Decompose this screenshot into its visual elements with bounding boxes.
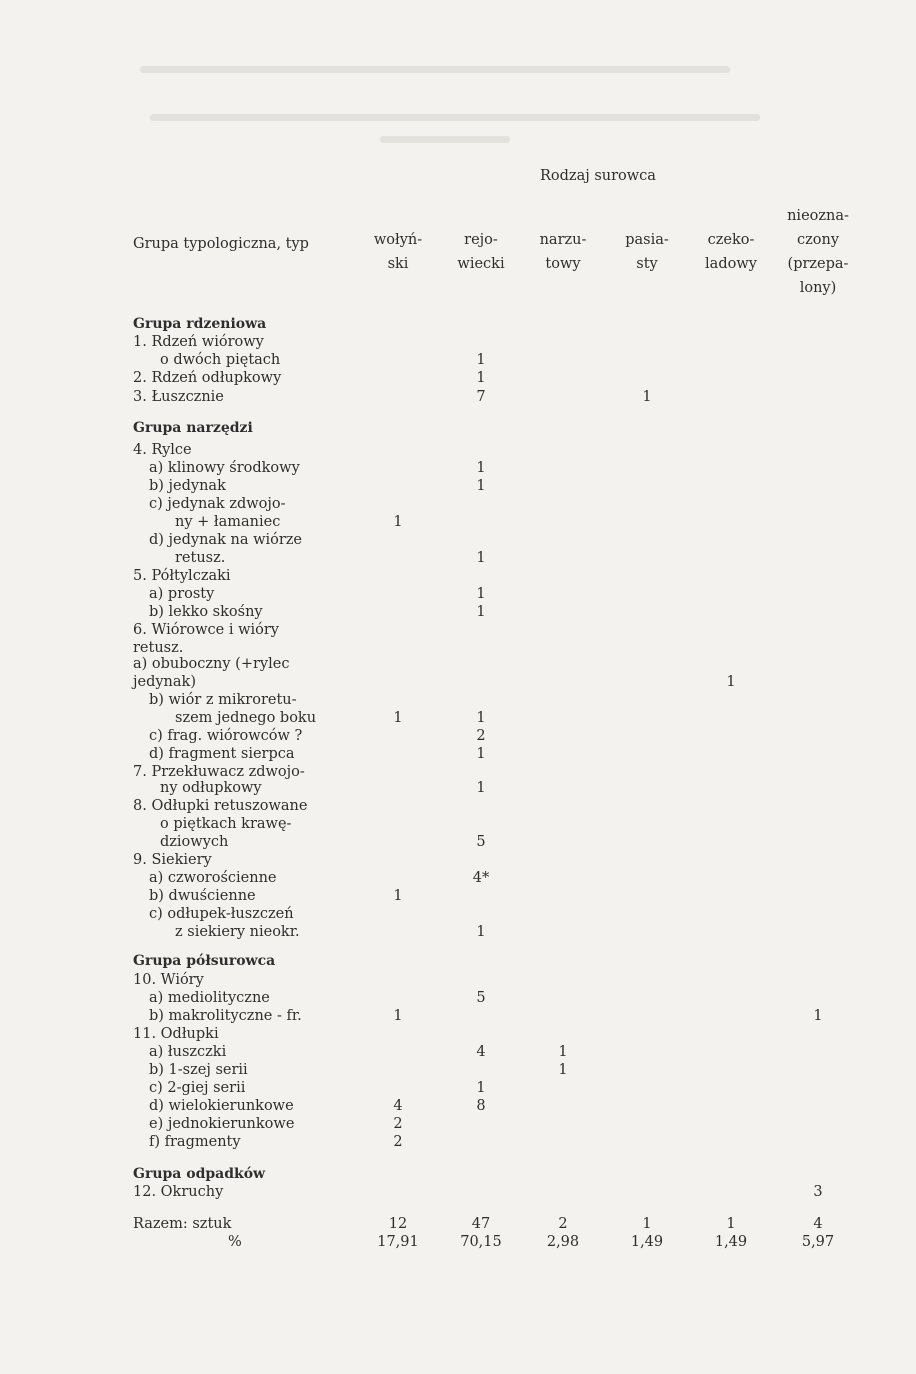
table-cell: 1 <box>642 1216 652 1232</box>
row-label: 7. Przekłuwacz zdwojo- <box>133 764 305 780</box>
row-label: a) łuszczki <box>149 1044 227 1060</box>
row-label: ny + łamaniec <box>175 514 281 530</box>
table-cell: 1 <box>476 478 486 494</box>
table-row <box>0 370 916 388</box>
column-header-line: narzu- <box>539 232 587 248</box>
column-header-line: lony) <box>799 280 837 296</box>
row-label: a) czworościenne <box>149 870 277 886</box>
table-row <box>0 953 916 971</box>
column-header-line: (przepa- <box>787 256 849 272</box>
table-cell: 4 <box>393 1098 403 1114</box>
table-cell: 12 <box>388 1216 408 1232</box>
row-label: 9. Siekiery <box>133 852 212 868</box>
table-cell: 1,49 <box>630 1234 664 1250</box>
table-row <box>0 1098 916 1116</box>
row-label: 3. Łuszcznie <box>133 389 224 405</box>
table-row <box>0 1062 916 1080</box>
table-cell: 5 <box>476 834 486 850</box>
row-label: d) wielokierunkowe <box>149 1098 294 1114</box>
table-cell: 1 <box>558 1044 568 1060</box>
table-row <box>0 888 916 906</box>
table-cell: 4 <box>476 1044 486 1060</box>
table-cell: 17,91 <box>377 1234 419 1250</box>
row-label: Razem: sztuk <box>133 1216 232 1232</box>
row-label: jedynak) <box>133 674 196 690</box>
column-header-line: sty <box>636 256 658 272</box>
table-cell: 1 <box>726 674 736 690</box>
table-row <box>0 1116 916 1134</box>
row-label: 10. Wióry <box>133 972 204 988</box>
row-label: o piętkach krawę- <box>160 816 292 832</box>
table-row <box>0 1166 916 1184</box>
table-cell: 8 <box>476 1098 486 1114</box>
table-row <box>0 656 916 674</box>
table-cell: 1 <box>642 389 652 405</box>
group-heading: Grupa półsurowca <box>133 953 276 969</box>
row-label: 1. Rdzeń wiórowy <box>133 334 264 350</box>
table-row <box>0 1216 916 1234</box>
row-label: szem jednego boku <box>175 710 317 726</box>
row-label: b) jedynak <box>149 478 226 494</box>
table-row <box>0 972 916 990</box>
table-cell: 1 <box>393 514 403 530</box>
row-label: 4. Rylce <box>133 442 192 458</box>
table-cell: 1 <box>393 1008 403 1024</box>
row-label: c) frag. wiórowców ? <box>149 728 303 744</box>
row-label: a) prosty <box>149 586 215 602</box>
table-cell: 4 <box>813 1216 823 1232</box>
table-row <box>0 316 916 334</box>
table-row <box>0 532 916 550</box>
column-header-line: czeko- <box>707 232 755 248</box>
table-cell: 1 <box>476 352 486 368</box>
column-header-line: wołyń- <box>373 232 423 248</box>
table-cell: 2 <box>558 1216 568 1232</box>
table-row <box>0 674 916 692</box>
table-row <box>0 1234 916 1252</box>
row-label: 6. Wiórowce i wióry <box>133 622 279 638</box>
table-row <box>0 816 916 834</box>
table-cell: 3 <box>813 1184 823 1200</box>
row-label: b) lekko skośny <box>149 604 263 620</box>
column-header-line: rejo- <box>464 232 498 248</box>
table-row <box>0 334 916 352</box>
row-label: c) odłupek-łuszczeń <box>149 906 294 922</box>
table-cell: 1 <box>393 710 403 726</box>
row-label: dziowych <box>160 834 229 850</box>
table-row <box>0 460 916 478</box>
table-cell: 1 <box>476 746 486 762</box>
table-cell: 1 <box>558 1062 568 1078</box>
column-header <box>518 228 608 276</box>
table-row <box>0 852 916 870</box>
table-row <box>0 1184 916 1202</box>
row-label: 5. Półtylczaki <box>133 568 231 584</box>
table-cell: 47 <box>471 1216 491 1232</box>
bleed-through-line <box>150 114 760 121</box>
table-row <box>0 870 916 888</box>
row-label: b) 1-szej serii <box>149 1062 248 1078</box>
row-label: 11. Odłupki <box>133 1026 219 1042</box>
table-row <box>0 420 916 438</box>
row-label: retusz. <box>133 640 184 656</box>
group-heading: Grupa odpadków <box>133 1166 266 1182</box>
table-cell: 1 <box>726 1216 736 1232</box>
row-label: b) wiór z mikroretu- <box>149 692 297 708</box>
table-row <box>0 496 916 514</box>
row-label: z siekiery nieokr. <box>175 924 300 940</box>
row-label: % <box>228 1234 242 1250</box>
table-row <box>0 1008 916 1026</box>
table-cell: 2,98 <box>546 1234 580 1250</box>
row-label: d) jedynak na wiórze <box>149 532 303 548</box>
table-row <box>0 389 916 407</box>
table-cell: 1 <box>476 780 486 796</box>
column-header-line: nieozna- <box>787 208 849 224</box>
table-row <box>0 1080 916 1098</box>
table-row <box>0 906 916 924</box>
table-row <box>0 640 916 658</box>
column-header <box>602 228 692 276</box>
column-header <box>773 204 863 300</box>
row-label: ny odłupkowy <box>160 780 262 796</box>
row-label: 12. Okruchy <box>133 1184 224 1200</box>
table-cell: 4* <box>472 870 490 886</box>
row-label: o dwóch piętach <box>160 352 281 368</box>
row-label: b) makrolityczne - fr. <box>149 1008 302 1024</box>
table-cell: 1 <box>476 1080 486 1096</box>
table-row <box>0 780 916 798</box>
table-cell: 2 <box>393 1134 403 1150</box>
bleed-through-line <box>380 136 510 143</box>
table-row <box>0 586 916 604</box>
table-row <box>0 550 916 568</box>
table-row <box>0 442 916 460</box>
table-cell: 1 <box>476 370 486 386</box>
column-header-line: towy <box>545 256 581 272</box>
column-header <box>686 228 776 276</box>
table-row <box>0 604 916 622</box>
table-row <box>0 990 916 1008</box>
table-cell: 5,97 <box>801 1234 835 1250</box>
table-row <box>0 746 916 764</box>
column-header-line: wiecki <box>457 256 505 272</box>
row-label: d) fragment sierpca <box>149 746 295 762</box>
column-header-line: ski <box>387 256 409 272</box>
table-row <box>0 834 916 852</box>
table-row <box>0 728 916 746</box>
table-row <box>0 1134 916 1152</box>
row-label: a) klinowy środkowy <box>149 460 300 476</box>
table-cell: 1 <box>813 1008 823 1024</box>
group-heading: Grupa rdzeniowa <box>133 316 267 332</box>
table-row <box>0 924 916 942</box>
column-header <box>353 228 443 276</box>
table-cell: 1 <box>476 604 486 620</box>
table-row <box>0 798 916 816</box>
table-cell: 2 <box>393 1116 403 1132</box>
column-header-line: pasia- <box>625 232 669 248</box>
table-row <box>0 352 916 370</box>
table-row <box>0 692 916 710</box>
row-label: c) 2-giej serii <box>149 1080 246 1096</box>
table-cell: 1 <box>476 460 486 476</box>
row-label: e) jednokierunkowe <box>149 1116 295 1132</box>
table-row <box>0 478 916 496</box>
group-heading: Grupa narzędzi <box>133 420 253 436</box>
table-row <box>0 514 916 532</box>
row-label: 8. Odłupki retuszowane <box>133 798 308 814</box>
table-cell: 5 <box>476 990 486 1006</box>
row-label-header: Grupa typologiczna, typ <box>133 236 309 252</box>
table-row <box>0 1044 916 1062</box>
table-cell: 70,15 <box>460 1234 502 1250</box>
table-cell: 1 <box>476 550 486 566</box>
bleed-through-line <box>140 66 730 73</box>
table-cell: 7 <box>476 389 486 405</box>
column-group-title: Rodzaj surowca <box>540 168 656 184</box>
table-cell: 1 <box>476 924 486 940</box>
column-header-line: czony <box>796 232 840 248</box>
row-label: 2. Rdzeń odłupkowy <box>133 370 282 386</box>
row-label: retusz. <box>175 550 226 566</box>
table-cell: 2 <box>476 728 486 744</box>
table-row <box>0 710 916 728</box>
table-row <box>0 622 916 640</box>
row-label: a) mediolityczne <box>149 990 270 1006</box>
row-label: b) dwuścienne <box>149 888 256 904</box>
table-cell: 1 <box>476 586 486 602</box>
row-label: a) obuboczny (+rylec <box>133 656 290 672</box>
table-row <box>0 764 916 782</box>
column-header <box>436 228 526 276</box>
table-cell: 1,49 <box>714 1234 748 1250</box>
table-cell: 1 <box>393 888 403 904</box>
row-label: c) jedynak zdwojo- <box>149 496 286 512</box>
table-cell: 1 <box>476 710 486 726</box>
column-header-line: ladowy <box>705 256 757 272</box>
row-label: f) fragmenty <box>149 1134 241 1150</box>
table-row <box>0 568 916 586</box>
table-row <box>0 1026 916 1044</box>
